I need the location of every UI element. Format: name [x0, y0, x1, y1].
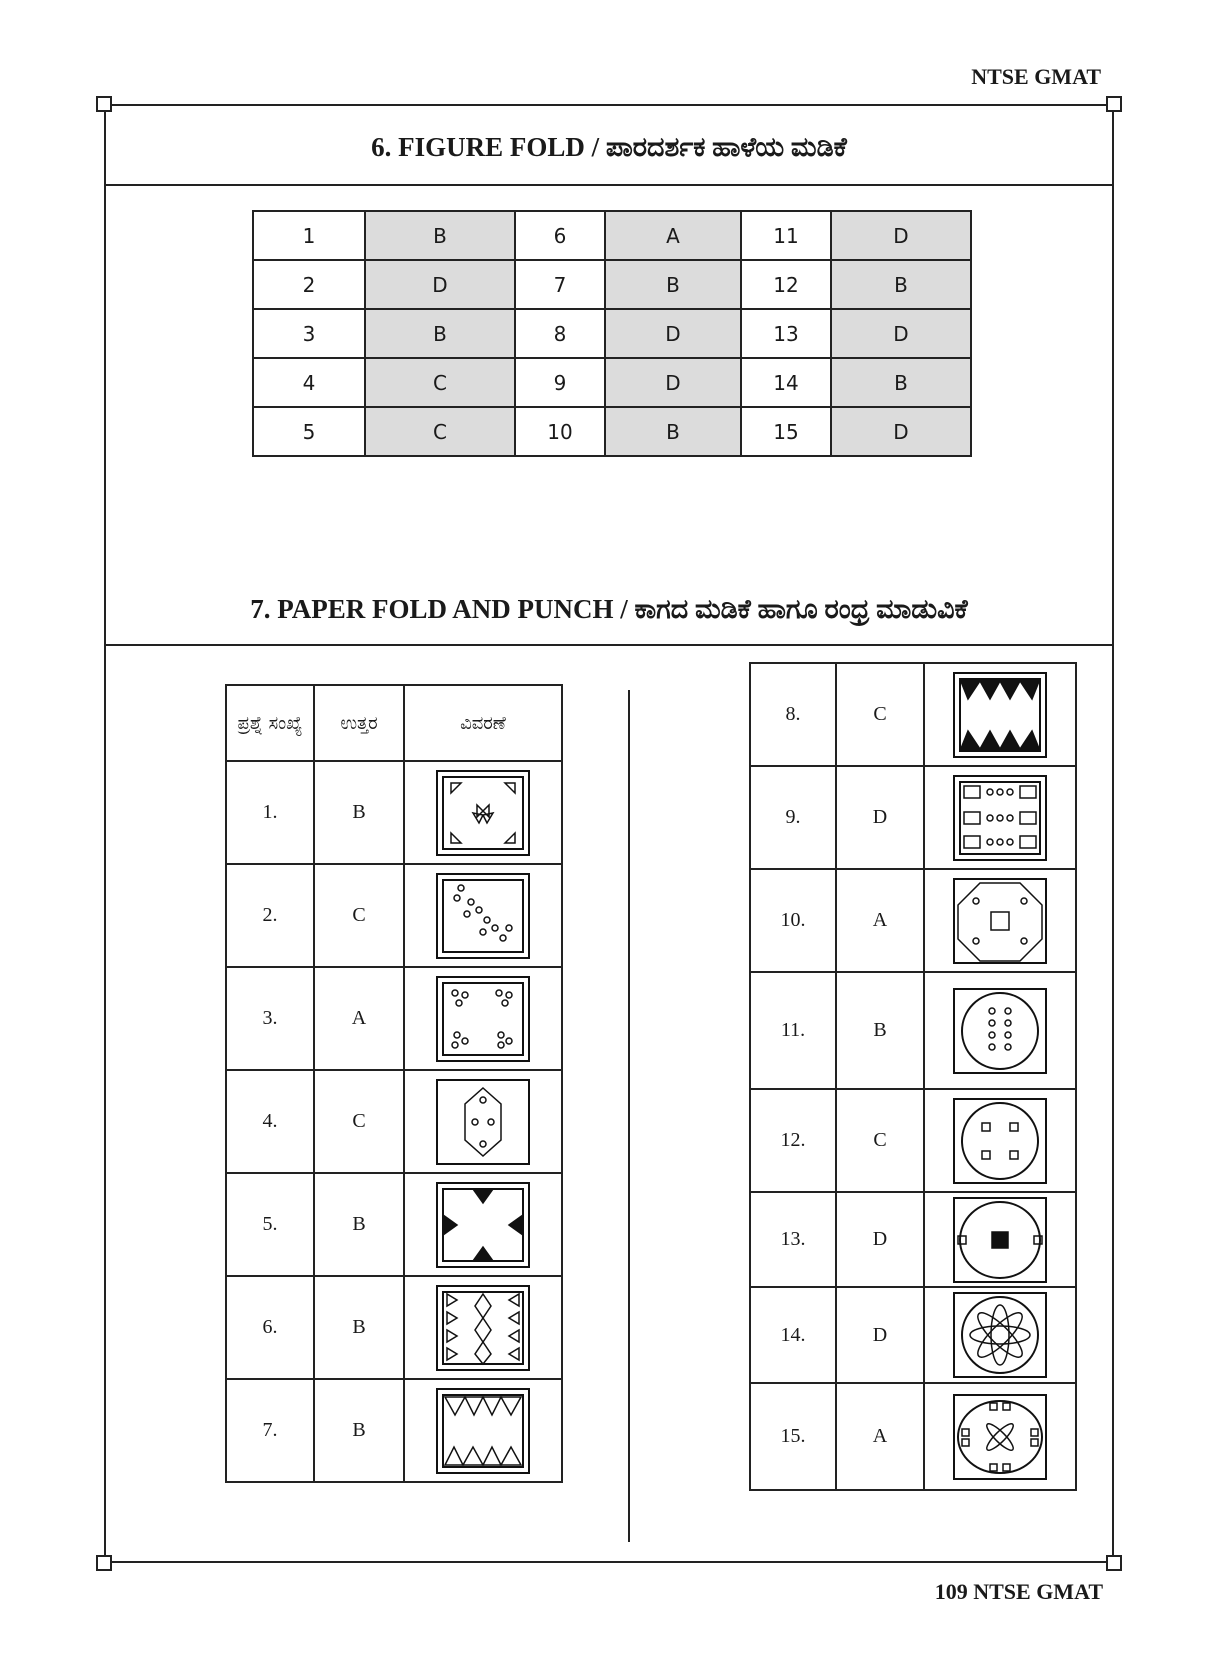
- explanation-figure: [924, 1192, 1076, 1287]
- question-number: 9: [515, 358, 605, 407]
- table-row: [253, 309, 971, 358]
- section7-title: 7. PAPER FOLD AND PUNCH / ಕಾಗದ ಮಡಿಕೆ ಹಾಗೂ ರಂಧ್ರ ಮಾಡುವಿಕೆ: [250, 594, 968, 624]
- explanation-figure: [404, 967, 562, 1070]
- explanation-figure: [404, 1379, 562, 1482]
- answer-cell: A: [836, 1383, 924, 1490]
- table-row: [750, 1287, 1076, 1383]
- table-row: [253, 407, 971, 456]
- content-frame: [104, 104, 1114, 1563]
- question-number: 14: [741, 358, 831, 407]
- table-row: [226, 864, 562, 967]
- table-row: [750, 663, 1076, 766]
- table-row: [226, 967, 562, 1070]
- paper-fold-table-left: [225, 684, 563, 1483]
- divider: [106, 644, 1112, 646]
- answer-cell: C: [365, 407, 515, 456]
- answer-cell: B: [365, 309, 515, 358]
- page-footer: 109 NTSE GMAT: [934, 1579, 1103, 1604]
- explanation-figure: [404, 864, 562, 967]
- explanation-figure: [924, 1287, 1076, 1383]
- answer-cell: B: [314, 1276, 404, 1379]
- answer-cell: A: [836, 869, 924, 972]
- table-row: [750, 1089, 1076, 1192]
- frame-corner: [1106, 96, 1122, 112]
- question-number: 2.: [226, 864, 314, 967]
- table-row: [750, 1192, 1076, 1287]
- answer-cell: D: [605, 358, 741, 407]
- answer-cell: B: [831, 358, 971, 407]
- divider: [106, 184, 1112, 186]
- answer-cell: B: [314, 761, 404, 864]
- table-row: [750, 972, 1076, 1089]
- table-row: [750, 1383, 1076, 1490]
- table-row: [226, 1379, 562, 1482]
- answer-cell: C: [314, 1070, 404, 1173]
- explanation-figure: [404, 761, 562, 864]
- question-number: 7: [515, 260, 605, 309]
- answer-cell: C: [836, 1089, 924, 1192]
- explanation-figure: [924, 766, 1076, 869]
- question-number: 5: [253, 407, 365, 456]
- answer-cell: B: [314, 1379, 404, 1482]
- question-number: 12.: [750, 1089, 836, 1192]
- question-number: 4.: [226, 1070, 314, 1173]
- table-row: [226, 761, 562, 864]
- header-answer: ಉತ್ತರ: [314, 685, 404, 761]
- question-number: 6: [515, 211, 605, 260]
- answer-cell: B: [605, 260, 741, 309]
- figure-fold-table: [252, 210, 972, 457]
- answer-cell: D: [831, 211, 971, 260]
- frame-corner: [1106, 1555, 1122, 1571]
- answer-cell: D: [836, 766, 924, 869]
- explanation-figure: [924, 972, 1076, 1089]
- question-number: 1.: [226, 761, 314, 864]
- explanation-figure: [924, 663, 1076, 766]
- section6-title: 6. FIGURE FOLD / ಪಾರದರ್ಶಕ ಹಾಳೆಯ ಮಡಿಕೆ: [371, 132, 847, 162]
- answer-cell: A: [314, 967, 404, 1070]
- answer-cell: D: [605, 309, 741, 358]
- answer-cell: C: [365, 358, 515, 407]
- answer-cell: D: [836, 1192, 924, 1287]
- explanation-figure: [404, 1276, 562, 1379]
- answer-cell: A: [605, 211, 741, 260]
- paper-fold-table-right: [749, 662, 1077, 1491]
- frame-corner: [96, 96, 112, 112]
- answer-cell: D: [831, 309, 971, 358]
- question-number: 9.: [750, 766, 836, 869]
- answer-cell: B: [836, 972, 924, 1089]
- header-question-number: ಪ್ರಶ್ನೆ ಸಂಖ್ಯೆ: [226, 685, 314, 761]
- question-number: 3: [253, 309, 365, 358]
- explanation-figure: [924, 1383, 1076, 1490]
- answer-cell: B: [365, 211, 515, 260]
- table-row: [750, 766, 1076, 869]
- table-row: [226, 1173, 562, 1276]
- question-number: 11: [741, 211, 831, 260]
- page-header: NTSE GMAT: [971, 64, 1101, 89]
- answer-cell: B: [605, 407, 741, 456]
- answer-cell: C: [314, 864, 404, 967]
- question-number: 12: [741, 260, 831, 309]
- question-number: 8: [515, 309, 605, 358]
- question-number: 1: [253, 211, 365, 260]
- explanation-figure: [924, 1089, 1076, 1192]
- question-number: 15.: [750, 1383, 836, 1490]
- table-row: [253, 260, 971, 309]
- question-number: 2: [253, 260, 365, 309]
- header-explanation: ವಿವರಣೆ: [404, 685, 562, 761]
- question-number: 11.: [750, 972, 836, 1089]
- table-row: [253, 358, 971, 407]
- question-number: 15: [741, 407, 831, 456]
- question-number: 13.: [750, 1192, 836, 1287]
- table-row: [226, 1276, 562, 1379]
- question-number: 5.: [226, 1173, 314, 1276]
- question-number: 3.: [226, 967, 314, 1070]
- answer-cell: C: [836, 663, 924, 766]
- question-number: 10: [515, 407, 605, 456]
- table-row: [750, 869, 1076, 972]
- table-row: [253, 211, 971, 260]
- question-number: 10.: [750, 869, 836, 972]
- answer-cell: D: [831, 407, 971, 456]
- question-number: 8.: [750, 663, 836, 766]
- answer-cell: D: [365, 260, 515, 309]
- explanation-figure: [404, 1070, 562, 1173]
- column-divider: [628, 690, 630, 1542]
- question-number: 14.: [750, 1287, 836, 1383]
- answer-cell: B: [314, 1173, 404, 1276]
- explanation-figure: [404, 1173, 562, 1276]
- answer-cell: B: [831, 260, 971, 309]
- question-number: 6.: [226, 1276, 314, 1379]
- frame-corner: [96, 1555, 112, 1571]
- table-row: [226, 1070, 562, 1173]
- explanation-figure: [924, 869, 1076, 972]
- answer-cell: D: [836, 1287, 924, 1383]
- question-number: 4: [253, 358, 365, 407]
- question-number: 7.: [226, 1379, 314, 1482]
- question-number: 13: [741, 309, 831, 358]
